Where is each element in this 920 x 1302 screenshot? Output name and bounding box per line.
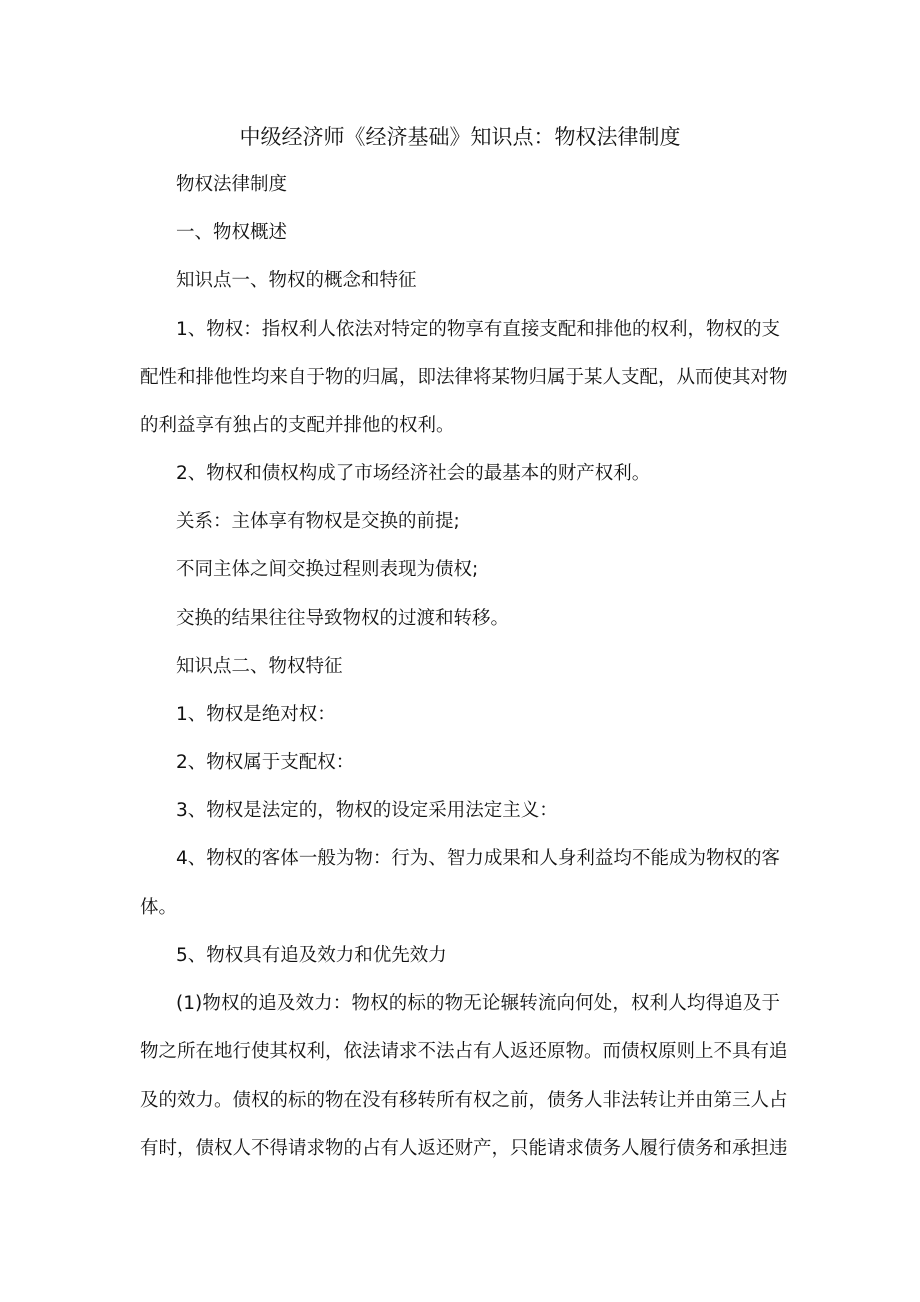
paragraph-line: 配性和排他性均来自于物的归属，即法律将某物归属于某人支配，从而使其对物 (140, 367, 788, 388)
paragraph-line: 2、物权和债权构成了市场经济社会的最基本的财产权利。 (176, 463, 651, 484)
paragraph-line: 的利益享有独占的支配并排他的权利。 (140, 415, 455, 436)
document-title: 中级经济师《经济基础》知识点：物权法律制度 (239, 125, 681, 149)
paragraph-line: 有时，债权人不得请求物的占有人返还财产，只能请求债务人履行债务和承担违 (140, 1138, 788, 1159)
list-item: 体。 (140, 897, 178, 918)
list-item: 2、物权属于支配权： (176, 752, 355, 773)
paragraph-line: 物之所在地行使其权利，依法请求不法占有人返还原物。而债权原则上不具有追 (140, 1041, 788, 1062)
paragraph-line: 关系：主体享有物权是交换的前提; (176, 511, 460, 532)
section-heading: 一、物权概述 (176, 222, 288, 243)
list-item: 4、物权的客体一般为物：行为、智力成果和人身利益均不能成为物权的客 (176, 848, 780, 869)
paragraph-line: 不同主体之间交换过程则表现为债权; (176, 559, 479, 580)
paragraph-line: (1)物权的追及效力：物权的标的物无论辗转流向何处，权利人均得追及于 (176, 993, 780, 1014)
paragraph-line: 及的效力。债权的标的物在没有移转所有权之前，债务人非法转让并由第三人占 (140, 1090, 788, 1111)
list-item: 1、物权是绝对权： (176, 704, 336, 725)
list-item: 3、物权是法定的，物权的设定采用法定主义： (176, 800, 558, 821)
paragraph-line: 交换的结果往往导致物权的过渡和转移。 (176, 608, 510, 629)
subsection-heading: 知识点一、物权的概念和特征 (176, 270, 417, 291)
subsection-heading: 知识点二、物权特征 (176, 656, 343, 677)
paragraph-line: 1、物权：指权利人依法对特定的物享有直接支配和排他的权利，物权的支 (176, 319, 780, 340)
section-heading: 物权法律制度 (176, 174, 288, 195)
list-item: 5、物权具有追及效力和优先效力 (176, 945, 447, 966)
